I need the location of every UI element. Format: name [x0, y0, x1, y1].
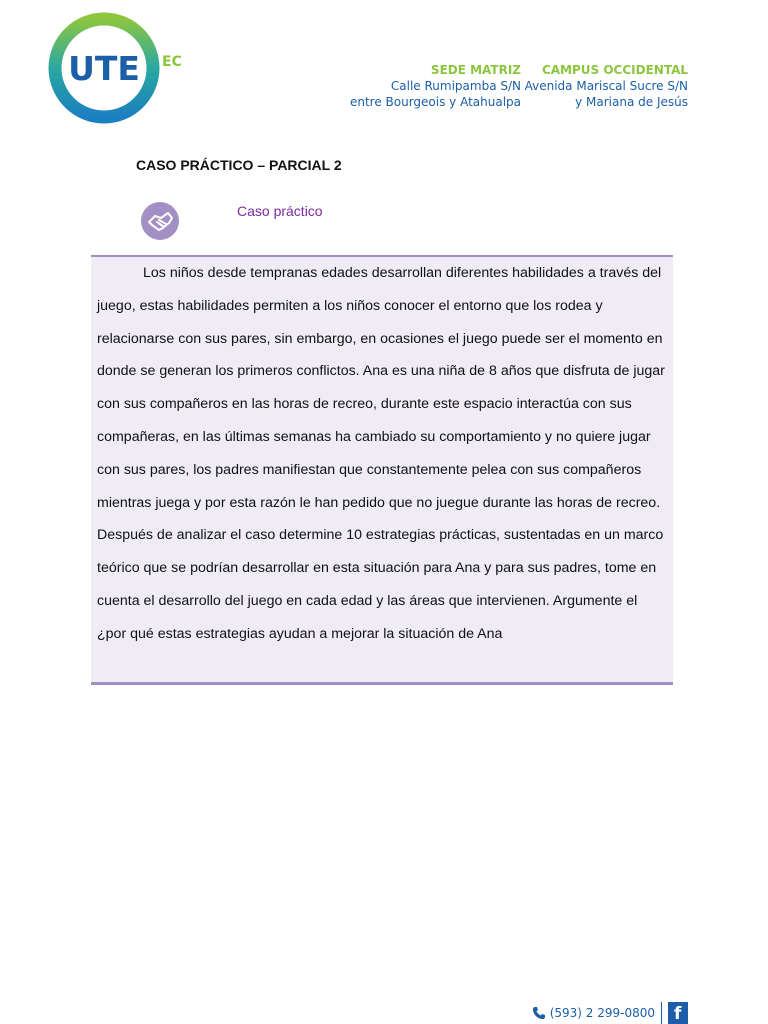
sede-matriz-line1: Calle Rumipamba S/N	[390, 79, 521, 93]
case-box	[91, 255, 673, 685]
phone-icon	[532, 1006, 546, 1020]
document-title: CASO PRÁCTICO – PARCIAL 2	[136, 157, 342, 173]
address-sede-matriz	[350, 62, 521, 110]
logo-text: UTE	[68, 49, 140, 88]
case-paragraph	[97, 257, 669, 651]
handshake-icon	[140, 201, 180, 241]
phone-number: (593) 2 299-0800	[549, 1006, 655, 1020]
ute-logo	[46, 10, 186, 126]
campus-occidental-line1: Avenida Mariscal Sucre S/N	[524, 79, 688, 93]
footer-divider	[661, 1002, 662, 1024]
facebook-icon[interactable]: f	[668, 1002, 688, 1024]
section-label: Caso práctico	[237, 203, 323, 219]
sede-matriz-line2: entre Bourgeois y Atahualpa	[349, 95, 521, 109]
campus-occidental-title: CAMPUS OCCIDENTAL	[541, 63, 688, 77]
campus-occidental-line2: y Mariana de Jesús	[575, 95, 688, 109]
case-text: Los niños desde tempranas edades desarrollan diferentes habilidades a través del juego, estas habilidades permiten a los niños conocer el entorno que los rodea y relacionarse con sus pares, sin embargo, en ocasiones el juego puede ser el momento en donde se generan los primeros conflictos. Ana es una niña de 8 años que disfruta de jugar con sus compañeros en las horas de recreo, durante este espacio interactúa con sus compañeras, en las últimas semanas ha cambiado su comportamiento y no quiere jugar con sus pares, los padres manifiestan que constantemente pelea con sus compañeros mientras juega y por esta razón le han pedido que no juegue durante las horas de recreo. Después de analizar el caso determine 10 estrategias prácticas, sustentadas en un marco teórico que se podrían desarrollar en esta situación para Ana y para sus padres, tome en cuenta el desarrollo del juego en cada edad y las áreas que intervienen. Argumente el ¿por qué estas estrategias ayudan a mejorar la situación de Ana	[97, 265, 665, 642]
footer-contact	[532, 1002, 688, 1024]
logo-suffix: EC	[162, 54, 182, 70]
sede-matriz-title: SEDE MATRIZ	[430, 63, 521, 77]
address-campus-occidental	[525, 62, 688, 110]
